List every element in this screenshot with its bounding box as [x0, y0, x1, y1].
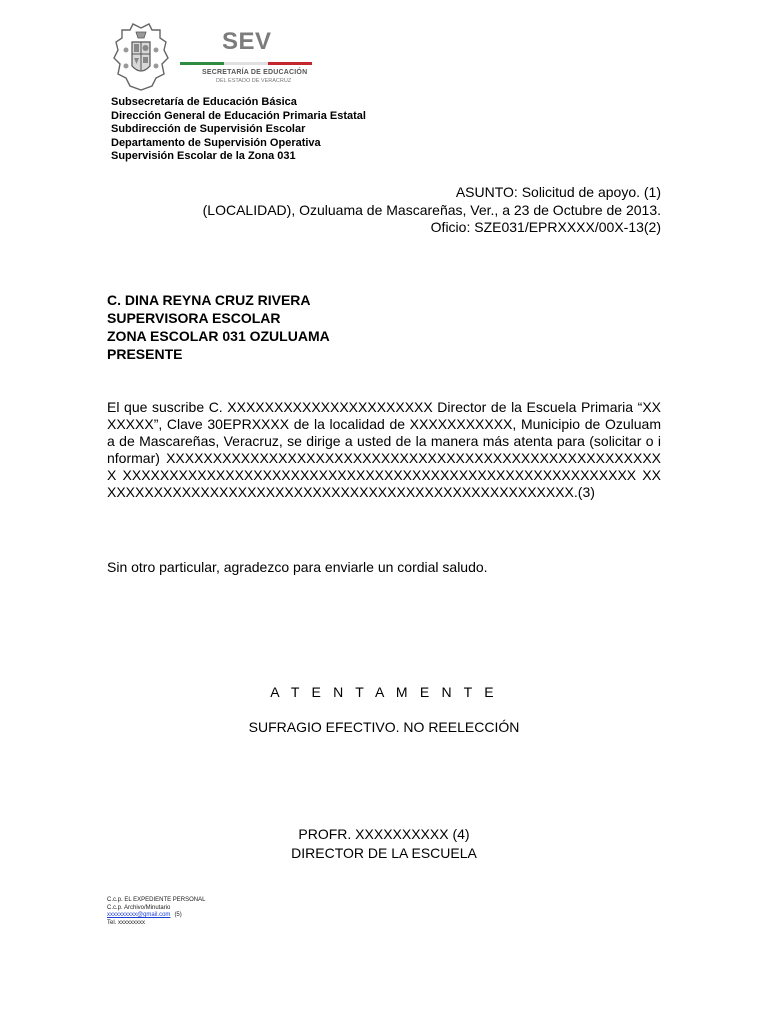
institution-line: Subdirección de Supervisión Escolar [111, 123, 306, 135]
veracruz-coat-of-arms-logo [112, 20, 170, 92]
reference-block [203, 184, 661, 237]
cc-email-row [107, 912, 205, 920]
signer-name: PROFR. XXXXXXXXXX (4) [298, 826, 470, 842]
subject-line: ASUNTO: Solicitud de apoyo. (1) [455, 184, 661, 200]
signer-title: DIRECTOR DE LA ESCUELA [291, 845, 477, 861]
logo-bar-green [180, 62, 224, 65]
institution-line: Dirección General de Educación Primaria Estatal [111, 109, 366, 122]
email-link[interactable]: xxxxxxxxxx@gmail.com [107, 912, 171, 918]
place-date-line: (LOCALIDAD), Ozuluama de Mascareñas, Ver., a 23 de Octubre de 2013. [202, 201, 661, 218]
phone-line: Tel. xxxxxxxxx [107, 919, 146, 926]
sev-logo [180, 28, 314, 90]
institution-line: Departamento de Supervisión Operativa [111, 136, 321, 149]
recipient-name: C. DINA REYNA CRUZ RIVERA [107, 292, 311, 308]
body-paragraph: El que suscribe C. XXXXXXXXXXXXXXXXXXXXXX Director de la Escuela Primaria “XXXXXXX”, Clave 30EPRXXXX de la localidad de XXXXXXXXXXX, Municipio de Ozuluama de Mascareñas, Veracruz, se dirige a usted de la manera más atenta para (solicitar o informar) XXXXXXXXXXXXXXXXXXXXXXXXXXXXXXXXXXXXXXXXXXXXXXXXXXXXXX XXXXXXXXXXXXXXXXXXXXXXXXXXXXXXXXXXXXXXXXXXXXXXXXXXXXXXX XXXXXXXXXXXXXXXXXXXXXXXXXXXXXXXXXXXXXXXXXXXXXXXXXXXX.(3) [107, 399, 661, 500]
email-note: (5) [174, 912, 182, 918]
sev-logo-subtitle: SECRETARÍA DE EDUCACIÓN [202, 69, 308, 76]
sev-logo-subtitle-state: DEL ESTADO DE VERACRUZ [216, 78, 292, 84]
cc-line: C.c.p. Archivo/Minutario [107, 904, 171, 911]
institution-block [111, 96, 366, 164]
recipient-zone: ZONA ESCOLAR 031 OZULUAMA [107, 328, 330, 344]
recipient-presente: PRESENTE [107, 346, 183, 362]
atentamente-heading: A T E N T A M E N T E [270, 684, 498, 700]
cc-line: C.c.p. EL EXPEDIENTE PERSONAL [107, 897, 206, 903]
sev-logo-title: SEV [222, 28, 272, 55]
recipient-position: SUPERVISORA ESCOLAR [107, 310, 281, 326]
logo-bar-white [224, 62, 268, 65]
closing-line: Sin otro particular, agradezco para enviarle un cordial saludo. [107, 559, 488, 575]
recipient-block [107, 291, 330, 363]
institution-line: Subsecretaría de Educación Básica [111, 96, 297, 108]
institution-line: Supervisión Escolar de la Zona 031 [111, 150, 296, 162]
motto-line: SUFRAGIO EFECTIVO. NO REELECCIÓN [248, 719, 520, 735]
cc-block [107, 897, 205, 927]
office-number-line: Oficio: SZE031/EPRXXXX/00X-13(2) [430, 219, 661, 235]
logo-bar-red [268, 62, 312, 65]
